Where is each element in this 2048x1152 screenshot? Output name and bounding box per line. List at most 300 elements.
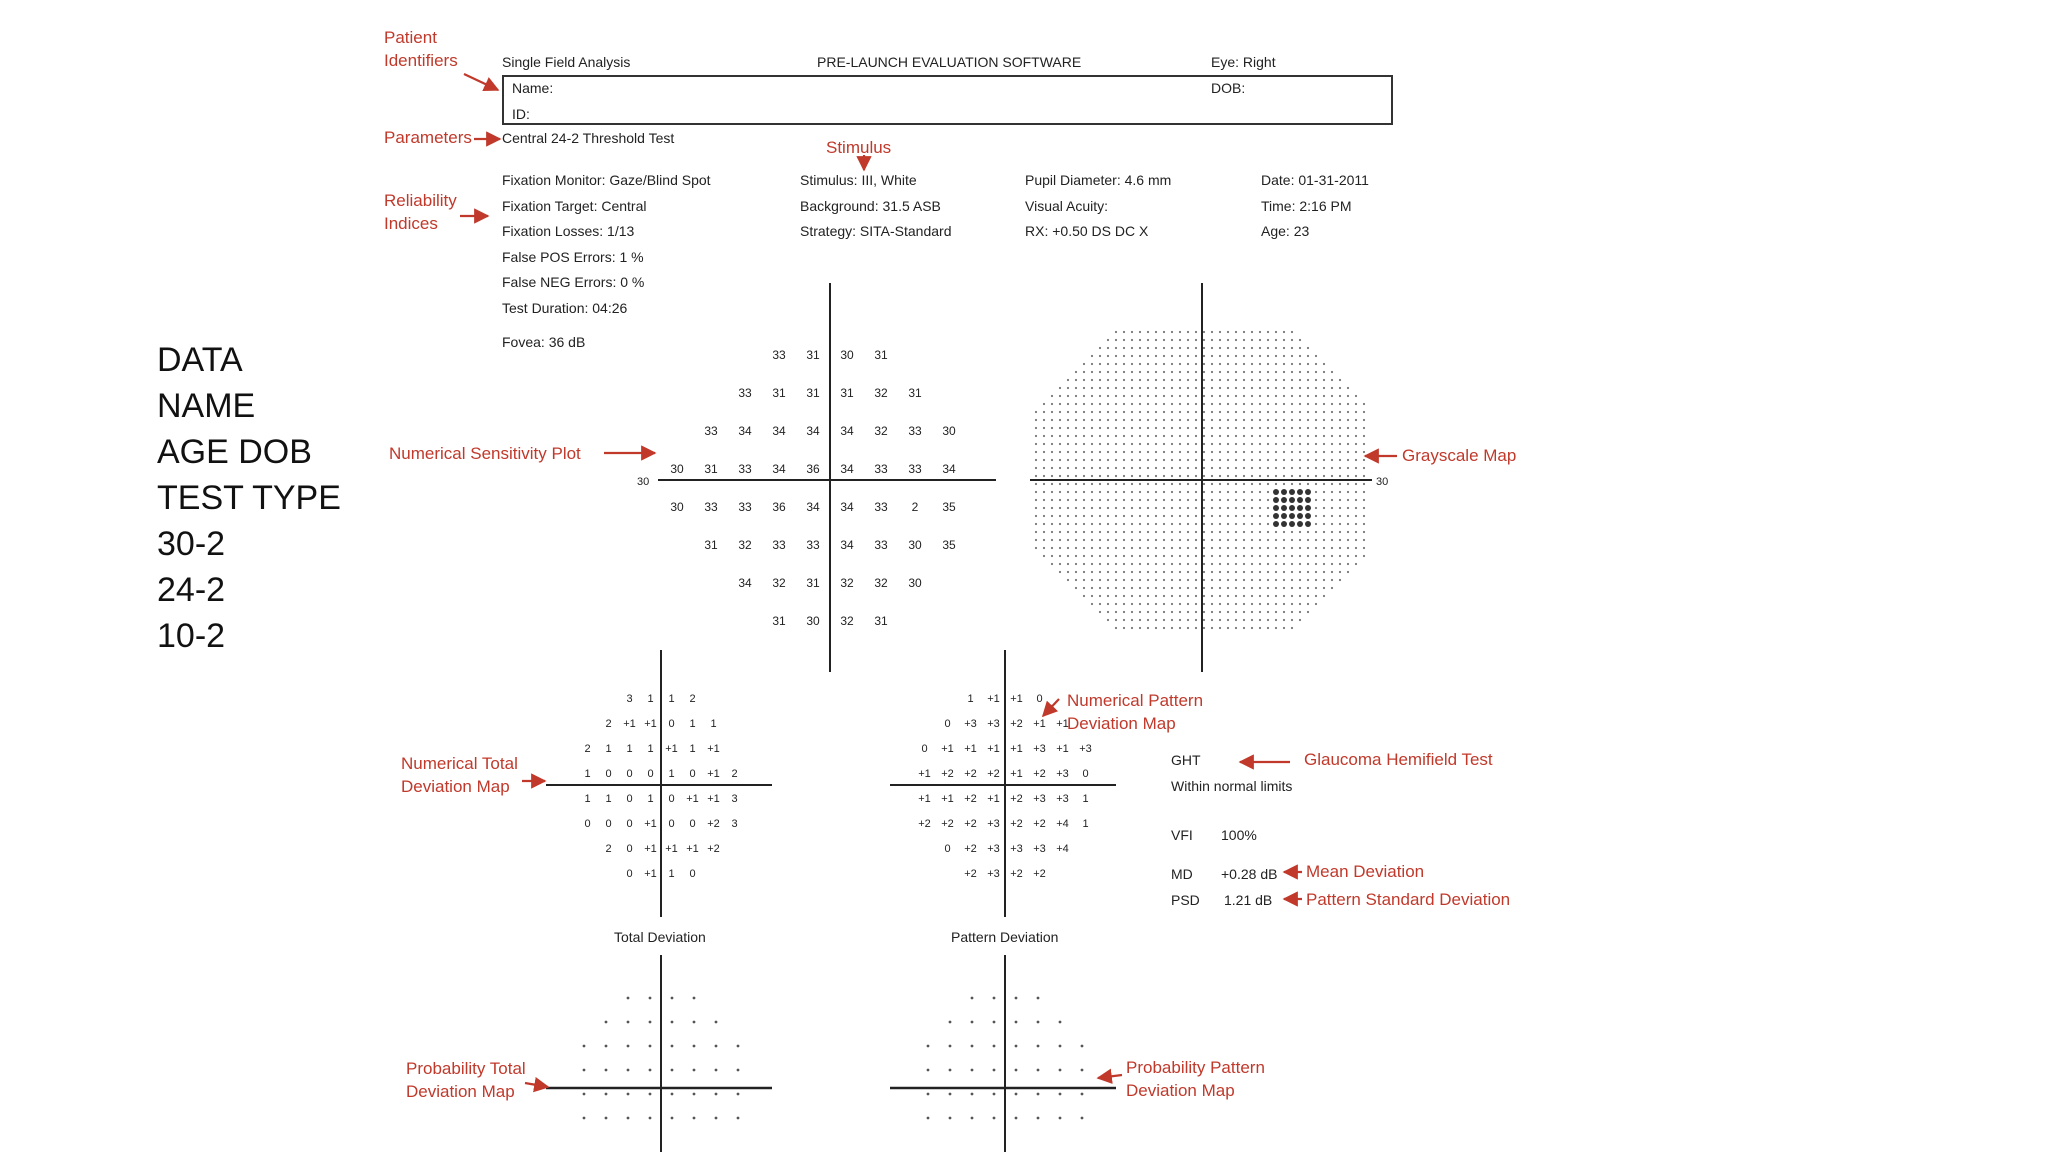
grayscale-dot [1059,427,1061,429]
grayscale-dot [1363,467,1365,469]
grayscale-dot [1099,467,1101,469]
grayscale-dot [1315,579,1317,581]
grayscale-dot [1331,563,1333,565]
grid-value: +1 [644,718,657,730]
grayscale-dot [1179,331,1181,333]
grayscale-dot [1355,459,1357,461]
probability-dot [1037,1117,1040,1120]
grayscale-dot [1123,587,1125,589]
grid-value: 34 [738,576,752,590]
grayscale-dot [1305,489,1311,495]
grayscale-dot [1291,467,1293,469]
grayscale-dot [1307,603,1309,605]
grayscale-dot [1107,371,1109,373]
grayscale-dot [1283,579,1285,581]
grayscale-dot [1227,515,1229,517]
grayscale-dot [1163,459,1165,461]
grayscale-dot [1267,411,1269,413]
grayscale-dot [1259,347,1261,349]
grayscale-dot [1083,403,1085,405]
grayscale-dot [1155,411,1157,413]
grayscale-dot [1267,579,1269,581]
grayscale-dot [1059,403,1061,405]
grayscale-dot [1131,475,1133,477]
grayscale-dot [1123,363,1125,365]
grayscale-dot [1059,475,1061,477]
grayscale-dot [1291,483,1293,485]
grayscale-dot [1179,579,1181,581]
grayscale-dot [1203,435,1205,437]
grayscale-dot [1035,427,1037,429]
grayscale-dot [1307,395,1309,397]
grayscale-dot [1291,387,1293,389]
grayscale-dot [1187,579,1189,581]
grayscale-dot [1147,555,1149,557]
grayscale-dot [1203,371,1205,373]
grayscale-dot [1107,547,1109,549]
grayscale-dot [1075,483,1077,485]
grayscale-dot [1179,483,1181,485]
grayscale-dot [1139,451,1141,453]
grid-value: 30 [670,500,684,514]
grayscale-dot [1267,619,1269,621]
grayscale-dot [1147,339,1149,341]
grayscale-dot [1187,427,1189,429]
grayscale-dot [1155,627,1157,629]
grayscale-dot [1235,451,1237,453]
grayscale-dot [1227,627,1229,629]
arrow-pattern-dev [1043,699,1059,716]
grayscale-dot [1315,427,1317,429]
grayscale-dot [1099,563,1101,565]
fovea: Fovea: 36 dB [502,334,586,350]
grayscale-dot [1099,603,1101,605]
grayscale-dot [1289,521,1295,527]
grayscale-dot [1195,387,1197,389]
grayscale-dot [1123,387,1125,389]
grid-value: +3 [1056,793,1069,805]
grayscale-dot [1083,467,1085,469]
grayscale-dot [1251,371,1253,373]
probability-dot [627,1117,630,1120]
grayscale-dot [1179,403,1181,405]
grayscale-dot [1283,531,1285,533]
grayscale-dot [1227,339,1229,341]
grayscale-dot [1315,363,1317,365]
grayscale-dot [1171,339,1173,341]
grayscale-dot [1147,547,1149,549]
grayscale-dot [1355,483,1357,485]
grid-value: 35 [942,500,956,514]
grayscale-dot [1259,371,1261,373]
grayscale-dot [1283,451,1285,453]
grayscale-dot [1147,403,1149,405]
grayscale-dot [1347,387,1349,389]
grid-value: +2 [1033,868,1046,880]
grayscale-dot [1203,603,1205,605]
probability-dot [993,1021,996,1024]
grayscale-dot [1195,443,1197,445]
grayscale-dot [1171,539,1173,541]
grayscale-dot [1259,467,1261,469]
grid-value: +1 [918,793,931,805]
grayscale-dot [1195,507,1197,509]
grayscale-dot [1131,587,1133,589]
grayscale-dot [1275,547,1277,549]
grayscale-dot [1155,451,1157,453]
grayscale-dot [1203,523,1205,525]
grayscale-dot [1099,459,1101,461]
grayscale-dot [1083,395,1085,397]
grayscale-dot [1147,395,1149,397]
annotation-grayscale: Grayscale Map [1402,446,1517,465]
grayscale-dot [1355,395,1357,397]
grayscale-dot [1043,539,1045,541]
grayscale-dot [1331,451,1333,453]
grayscale-dot [1203,539,1205,541]
grayscale-dot [1099,371,1101,373]
probability-dot [627,1093,630,1096]
grayscale-dot [1075,547,1077,549]
probability-dot [1081,1093,1084,1096]
grayscale-dot [1289,513,1295,519]
grayscale-dot [1067,379,1069,381]
grayscale-dot [1203,403,1205,405]
grayscale-dot [1307,435,1309,437]
grid-value: 34 [840,462,854,476]
grid-value: 1 [710,718,717,730]
grayscale-dot [1187,443,1189,445]
grayscale-dot [1339,563,1341,565]
grayscale-dot [1171,427,1173,429]
grayscale-dot [1115,467,1117,469]
grayscale-dot [1067,451,1069,453]
grayscale-dot [1187,459,1189,461]
grayscale-dot [1059,451,1061,453]
grayscale-dot [1123,531,1125,533]
grayscale-dot [1195,419,1197,421]
grayscale-dot [1203,507,1205,509]
grayscale-dot [1363,459,1365,461]
grayscale-dot [1315,499,1317,501]
grayscale-dot [1155,379,1157,381]
grayscale-dot [1291,539,1293,541]
grayscale-dot [1123,443,1125,445]
grayscale-dot [1067,419,1069,421]
grayscale-dot [1347,419,1349,421]
grid-value: 33 [772,538,786,552]
grayscale-dot [1347,443,1349,445]
annotation-stimulus: Stimulus [826,138,892,157]
grayscale-dot [1347,507,1349,509]
grayscale-dot [1347,499,1349,501]
grayscale-dot [1323,555,1325,557]
grayscale-dot [1211,507,1213,509]
grayscale-dot [1251,427,1253,429]
grayscale-dot [1195,547,1197,549]
grayscale-dot [1211,491,1213,493]
grayscale-dot [1273,521,1279,527]
grid-value: +1 [941,793,954,805]
grayscale-dot [1203,555,1205,557]
grid-value: 33 [908,462,922,476]
grayscale-dot [1331,419,1333,421]
probability-dot [1015,1093,1018,1096]
grayscale-dot [1203,611,1205,613]
grayscale-dot [1051,555,1053,557]
grayscale-dot [1083,499,1085,501]
grayscale-dot [1267,555,1269,557]
grayscale-dot [1067,459,1069,461]
grayscale-dot [1363,555,1365,557]
test-date: Date: 01-31-2011 [1261,172,1369,188]
grayscale-dot [1099,515,1101,517]
grid-value: +1 [1010,743,1023,755]
grayscale-dot [1251,603,1253,605]
grayscale-dot [1155,499,1157,501]
grayscale-dot [1139,347,1141,349]
probability-dot [1059,1069,1062,1072]
grayscale-dot [1267,459,1269,461]
probability-dot [971,1093,974,1096]
grid-value: +1 [686,793,699,805]
grayscale-dot [1211,531,1213,533]
grid-value: +1 [1033,718,1046,730]
grayscale-dot [1251,531,1253,533]
grayscale-dot [1115,435,1117,437]
grayscale-dot [1211,483,1213,485]
grayscale-dot [1307,539,1309,541]
grid-value: +1 [1010,693,1023,705]
annotation-psd: Pattern Standard Deviation [1306,890,1511,909]
grayscale-dot [1195,403,1197,405]
grayscale-dot [1051,563,1053,565]
grayscale-dot [1123,619,1125,621]
probability-dot [1037,1069,1040,1072]
grayscale-dot [1227,379,1229,381]
grayscale-dot [1211,587,1213,589]
grayscale-dot [1171,563,1173,565]
grid-value: 2 [911,500,919,514]
grayscale-dot [1323,587,1325,589]
grayscale-dot [1075,427,1077,429]
grayscale-dot [1299,603,1301,605]
grayscale-dot [1115,371,1117,373]
grayscale-dot [1235,387,1237,389]
grayscale-dot [1243,443,1245,445]
grayscale-dot [1067,523,1069,525]
ann-line: Deviation Map [1126,1081,1235,1100]
grayscale-dot [1107,507,1109,509]
grayscale-dot [1211,515,1213,517]
grayscale-dot [1051,419,1053,421]
grayscale-dot [1307,587,1309,589]
grayscale-dot [1107,523,1109,525]
grayscale-dot [1171,483,1173,485]
grayscale-dot [1283,403,1285,405]
grayscale-dot [1275,403,1277,405]
grayscale-dot [1267,515,1269,517]
grayscale-dot [1331,539,1333,541]
ann-line: Deviation Map [1067,714,1176,733]
grayscale-dot [1155,427,1157,429]
grayscale-dot [1211,411,1213,413]
grid-value: +2 [1033,818,1046,830]
grayscale-dot [1339,547,1341,549]
grayscale-dot [1139,523,1141,525]
grayscale-dot [1067,427,1069,429]
grayscale-dot [1291,595,1293,597]
grayscale-dot [1267,451,1269,453]
grayscale-dot [1147,475,1149,477]
grid-value: 30 [908,576,922,590]
grid-value: 0 [668,718,675,730]
grayscale-dot [1299,387,1301,389]
grayscale-dot [1323,371,1325,373]
grayscale-dot [1219,499,1221,501]
grayscale-dot [1267,523,1269,525]
grayscale-dot [1235,603,1237,605]
grid-value: 1 [605,743,612,755]
grayscale-dot [1331,395,1333,397]
grayscale-dot [1043,491,1045,493]
grayscale-dot [1251,515,1253,517]
grayscale-dot [1283,539,1285,541]
grayscale-dot [1315,451,1317,453]
grayscale-dot [1235,627,1237,629]
grayscale-dot [1307,467,1309,469]
grayscale-dot [1091,491,1093,493]
grayscale-dot [1147,419,1149,421]
grayscale-dot [1299,419,1301,421]
grayscale-dot [1051,403,1053,405]
grid-value: 32 [874,424,888,438]
grid-value: 1 [668,768,675,780]
grayscale-dot [1291,419,1293,421]
test-time: Time: 2:16 PM [1261,197,1352,214]
probability-dot [993,1069,996,1072]
grayscale-dot [1075,507,1077,509]
grayscale-dot [1251,355,1253,357]
probability-dot [927,1045,930,1048]
grayscale-dot [1051,523,1053,525]
grayscale-dot [1155,579,1157,581]
probability-dot [737,1117,740,1120]
grayscale-dot [1059,563,1061,565]
grayscale-dot [1315,419,1317,421]
grayscale-dot [1131,627,1133,629]
fixation-losses: Fixation Losses: 1/13 [502,223,635,239]
ann-line: Probability Pattern [1126,1058,1265,1077]
grayscale-dot [1163,539,1165,541]
eye-label: Eye: Right [1211,54,1276,70]
grayscale-dot [1123,627,1125,629]
grayscale-dot [1155,363,1157,365]
grayscale-dot [1267,491,1269,493]
grayscale-dot [1043,507,1045,509]
grayscale-dot [1251,339,1253,341]
grayscale-dot [1123,555,1125,557]
grayscale-dot [1147,563,1149,565]
grayscale-dot [1115,499,1117,501]
grayscale-dot [1147,467,1149,469]
probability-dot [715,1021,718,1024]
probability-dot [949,1069,952,1072]
grayscale-dot [1339,507,1341,509]
grayscale-dot [1363,531,1365,533]
side-item-10-2: 10-2 [157,617,226,655]
grayscale-dot [1107,363,1109,365]
grayscale-dot [1235,331,1237,333]
grayscale-dot [1051,507,1053,509]
grayscale-dot [1147,355,1149,357]
grayscale-dot [1139,435,1141,437]
grayscale-dot [1075,515,1077,517]
grayscale-dot [1275,531,1277,533]
grayscale-dot [1179,563,1181,565]
grayscale-dot [1275,467,1277,469]
probability-dot [1037,997,1040,1000]
grid-value: +1 [644,868,657,880]
grayscale-dot [1227,355,1229,357]
grayscale-dot [1139,475,1141,477]
grayscale-dot [1291,475,1293,477]
grayscale-dot [1291,547,1293,549]
grayscale-dot [1035,411,1037,413]
grayscale-dot [1091,387,1093,389]
grayscale-dot [1299,451,1301,453]
grid-value: +1 [644,843,657,855]
grayscale-dot [1131,539,1133,541]
probability-dot [671,1117,674,1120]
grayscale-dot [1195,363,1197,365]
grayscale-dot [1211,403,1213,405]
grayscale-dot [1299,379,1301,381]
grayscale-dot [1291,339,1293,341]
grayscale-dot [1115,451,1117,453]
grayscale-dot [1203,339,1205,341]
grayscale-dot [1067,563,1069,565]
grayscale-dot [1043,451,1045,453]
grayscale-dot [1179,587,1181,589]
grayscale-dot [1155,563,1157,565]
grayscale-dot [1059,555,1061,557]
grayscale-dot [1155,491,1157,493]
grayscale-dot [1259,427,1261,429]
grayscale-dot [1131,467,1133,469]
grayscale-dot [1131,523,1133,525]
probability-dot [949,1021,952,1024]
grayscale-dot [1339,555,1341,557]
grayscale-dot [1323,515,1325,517]
grayscale-dot [1195,611,1197,613]
grayscale-dot [1331,379,1333,381]
grayscale-dot [1275,371,1277,373]
grayscale-dot [1107,483,1109,485]
grayscale-dot [1291,627,1293,629]
grayscale-dot [1163,619,1165,621]
grid-value: 35 [942,538,956,552]
grayscale-dot [1131,579,1133,581]
grayscale-dot [1227,603,1229,605]
grayscale-dot [1267,563,1269,565]
grayscale-dot [1107,595,1109,597]
grayscale-dot [1355,555,1357,557]
grayscale-dot [1203,499,1205,501]
grayscale-dot [1235,371,1237,373]
grayscale-dot [1267,587,1269,589]
grayscale-dot [1307,403,1309,405]
